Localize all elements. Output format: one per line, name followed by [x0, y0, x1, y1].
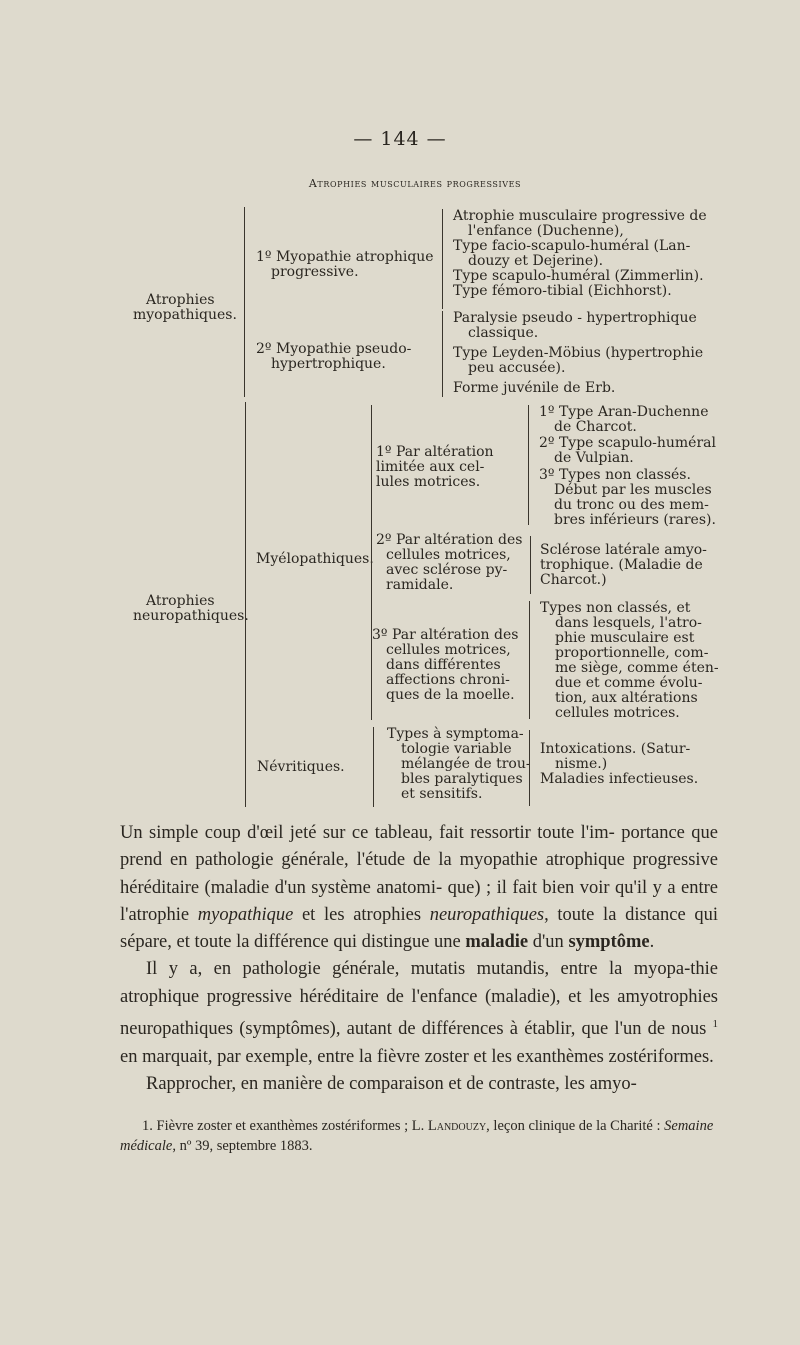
sub3-title: ques de la moelle. — [386, 687, 515, 703]
g1-item: l'enfance (Duchenne), — [468, 223, 624, 239]
sub3-title: 3º Par altération des — [372, 627, 519, 643]
sub2-title: cellules motrices, — [386, 547, 511, 563]
sub3-item: Types non classés, et — [540, 600, 691, 616]
sub3-title: cellules motrices, — [386, 642, 511, 658]
brace-sub1 — [528, 405, 529, 525]
nevr-item: Intoxications. (Satur- — [540, 741, 691, 757]
g2-item: Type Leyden-Möbius (hypertrophie — [453, 345, 704, 361]
label-myopathiques: myopathiques. — [133, 307, 237, 323]
group1-title-a: 1º Myopathie atrophique — [256, 249, 434, 265]
g2-item: Forme juvénile de Erb. — [453, 380, 616, 396]
paragraph-3: Rapprocher, en manière de comparaison et de contraste, les amyo- — [146, 1073, 637, 1094]
sub2-title: avec sclérose py- — [386, 562, 508, 578]
footnote-ref: 1 — [712, 1018, 718, 1031]
paragraph-1: Un simple coup d'œil jeté sur ce tableau, fait ressortir toute l'im- portance que prend en pathologie générale, l'étude de la myopathie atrophique progressive héréditaire (maladie d'un système anatomi- que) ; il fait bien voir qu'il y a entre l'atrophie myopathique et les atrophies neuropathiques, toute la distance qui sépare, et toute la différence qui distingue une maladie d'un symptôme. — [120, 823, 718, 953]
brace-group1 — [442, 209, 443, 309]
label-neuropathiques: neuropathiques. — [133, 608, 249, 624]
sub3-item: tion, aux altérations — [555, 690, 698, 706]
g2-item: peu accusée). — [468, 360, 566, 376]
sub1-title: limitée aux cel- — [376, 459, 485, 475]
sub3-title: dans différentes — [386, 657, 501, 673]
sub3-item: dans lesquels, l'atro- — [555, 615, 702, 631]
nevr-item: nisme.) — [555, 756, 608, 772]
sub2-title: 2º Par altération des — [376, 532, 523, 548]
sub2-item: Charcot.) — [540, 572, 607, 588]
emph-neuropathiques: neuropathiques — [429, 904, 545, 925]
label-atrophies: Atrophies — [146, 292, 215, 308]
g1-item: Atrophie musculaire progressive de — [453, 208, 707, 224]
brace-nevr-items — [529, 730, 530, 806]
nevr-title: mélangée de trou- — [401, 756, 531, 772]
page-number: — 144 — — [353, 128, 447, 150]
emph-maladie: maladie — [465, 932, 529, 953]
sub1-item: 3º Types non classés. — [539, 467, 691, 483]
group2-title-b: hypertrophique. — [271, 356, 386, 372]
g1-item: Type scapulo-huméral (Zimmerlin). — [453, 268, 704, 284]
nevr-item: Maladies infectieuses. — [540, 771, 699, 787]
sub2-item: trophique. (Maladie de — [540, 557, 703, 573]
label-nevritiques: Névritiques. — [257, 759, 345, 775]
sub3-item: phie musculaire est — [555, 630, 695, 646]
nevr-title: Types à symptoma- — [387, 726, 524, 742]
label-atrophies-neuro: Atrophies — [146, 593, 215, 609]
group1-title-b: progressive. — [271, 264, 359, 280]
g1-item: douzy et Dejerine). — [468, 253, 604, 269]
g1-item: Type facio-scapulo-huméral (Lan- — [453, 238, 691, 254]
label-myelopathiques: Myélopathiques. — [256, 551, 374, 567]
body-text — [120, 820, 718, 1098]
sub2-title: ramidale. — [386, 577, 454, 593]
sub3-item: cellules motrices. — [555, 705, 680, 721]
g2-item: Paralysie pseudo - hypertrophique — [453, 310, 697, 326]
sub3-item: due et comme évolu- — [555, 675, 703, 691]
sub1-item: 2º Type scapulo-huméral — [539, 435, 716, 451]
chapter-heading: Atrophies musculaires progressives — [308, 177, 522, 190]
g2-item: classique. — [468, 325, 539, 341]
sub3-title: affections chroni- — [386, 672, 510, 688]
emph-myopathique: myopathique — [197, 904, 294, 925]
brace-myopathies — [244, 207, 245, 397]
footnote: 1. Fièvre zoster et exanthèmes zostériformes ; L. Landouzy, leçon clinique de la Charité : Semaine médicale, nº 39, septembre 1883. — [120, 1118, 714, 1154]
sub3-item: me siège, comme éten- — [555, 660, 719, 676]
brace-nevritiques — [373, 727, 374, 807]
emph-symptome: symptôme — [568, 932, 650, 953]
group2-title-a: 2º Myopathie pseudo- — [256, 341, 412, 357]
sub2-item: Sclérose latérale amyo- — [540, 542, 707, 558]
sub1-item: de Vulpian. — [554, 450, 634, 466]
sub1-title: 1º Par altération — [376, 444, 494, 460]
paragraph-2: Il y a, en pathologie générale, mutatis mutandis, entre la myopa-thie atrophique progressive héréditaire de l'enfance (maladie), et les amyotrophies neuropathiques (symptômes), autant de différences à établir, que l'un de nous $^1$ en marquait, par exemple, entre la fièvre zoster et les exanthèmes zostériformes. — [120, 959, 718, 1067]
sub3-item: proportionnelle, com- — [555, 645, 709, 661]
brace-sub2 — [530, 536, 531, 594]
nevr-title: tologie variable — [401, 741, 512, 757]
sub1-item: Début par les muscles — [554, 482, 712, 498]
nevr-title: bles paralytiques — [401, 771, 523, 787]
sub1-item: bres inférieurs (rares). — [554, 512, 716, 528]
brace-neuropathies — [245, 402, 246, 807]
sub1-title: lules motrices. — [376, 474, 481, 490]
brace-sub3 — [529, 601, 530, 719]
sub1-item: 1º Type Aran-Duchenne — [539, 404, 709, 420]
nevr-title: et sensitifs. — [401, 786, 483, 802]
brace-myelo — [371, 405, 372, 720]
brace-group2 — [442, 311, 443, 397]
g1-item: Type fémoro-tibial (Eichhorst). — [453, 283, 672, 299]
sub1-item: de Charcot. — [554, 419, 637, 435]
sub1-item: du tronc ou des mem- — [554, 497, 709, 513]
